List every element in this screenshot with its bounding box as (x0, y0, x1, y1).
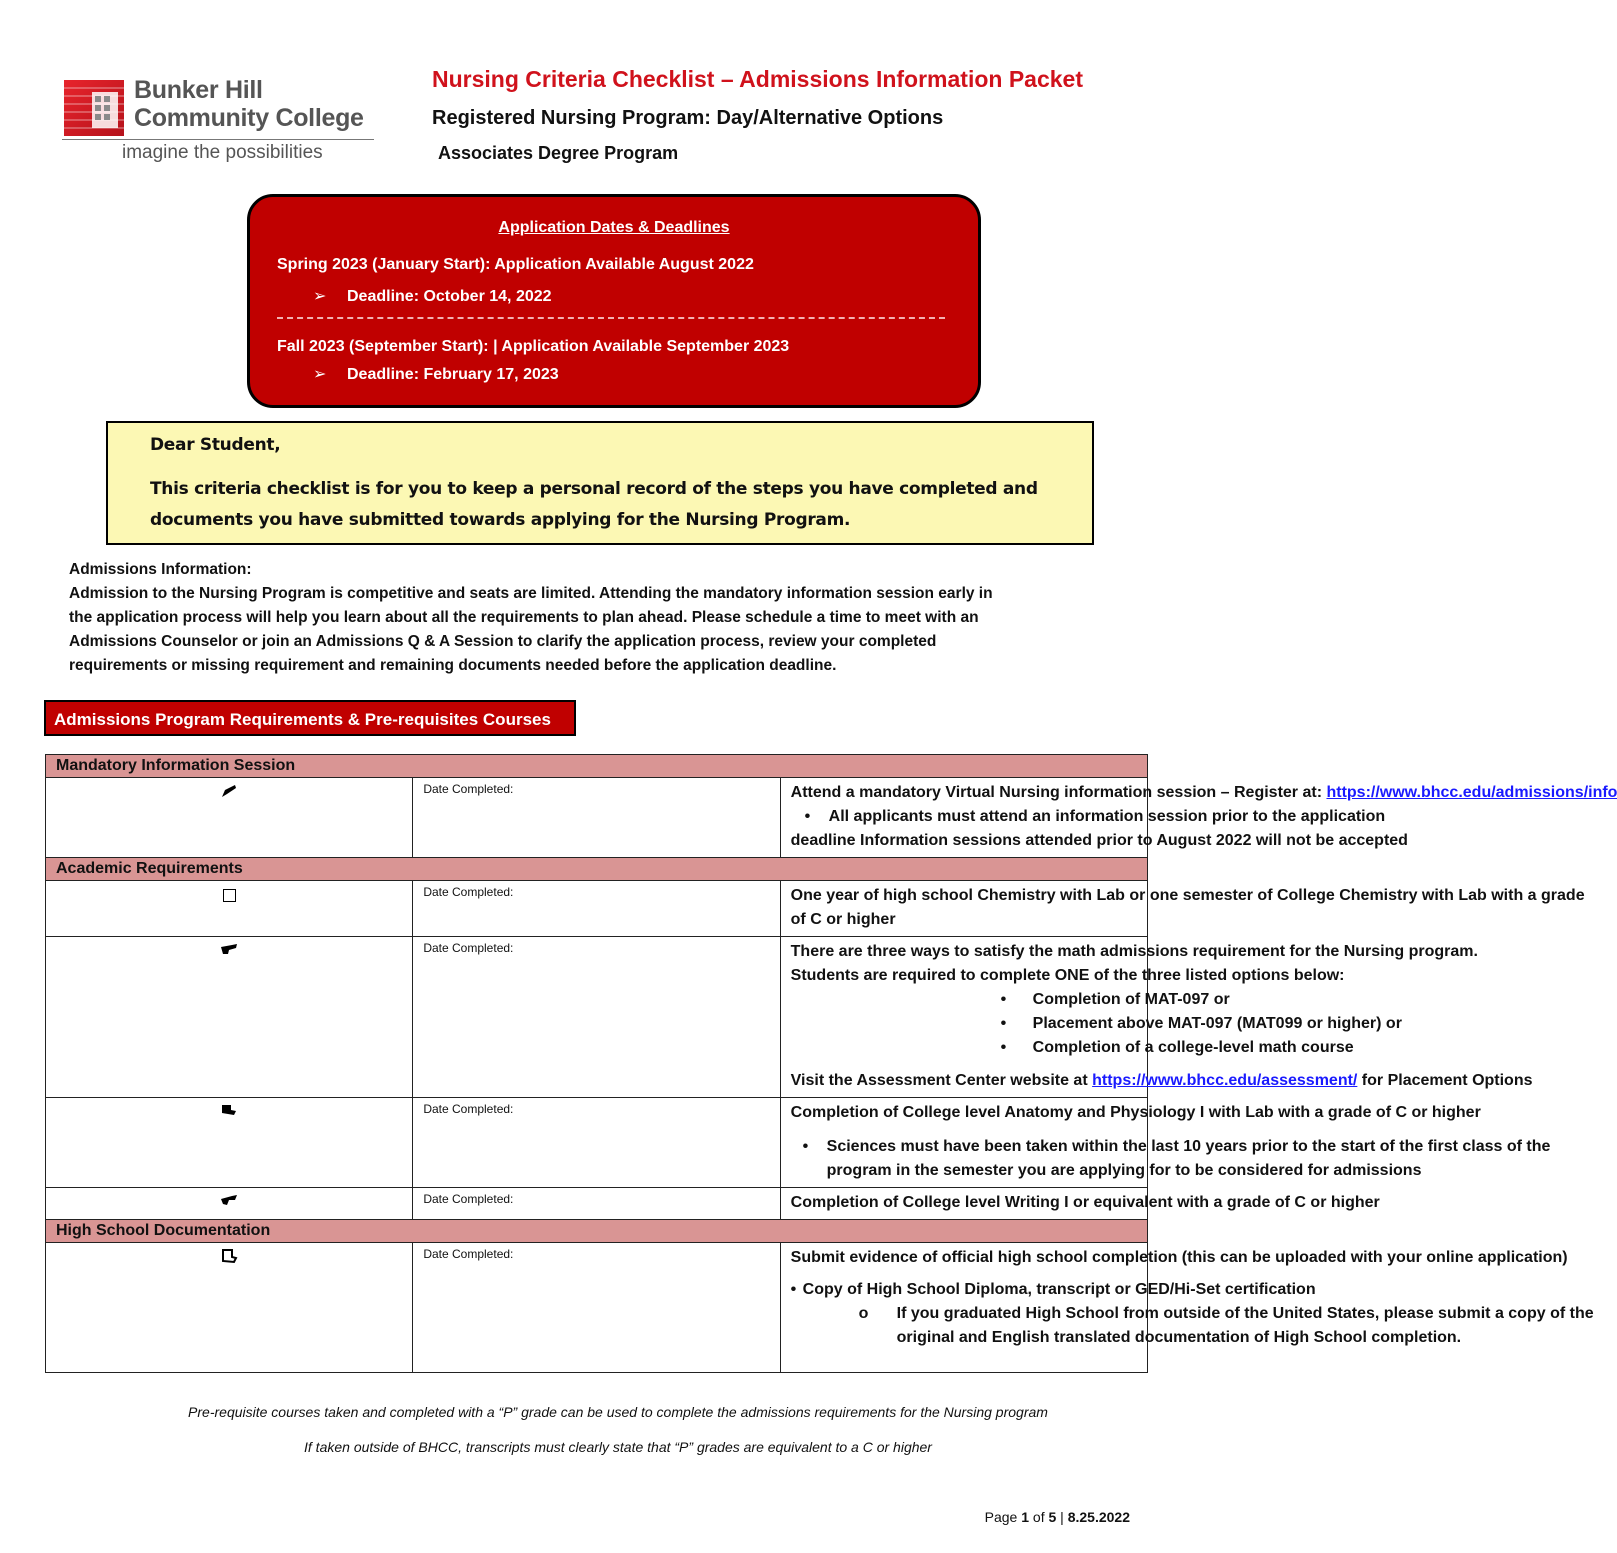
dear-greeting: Dear Student, (150, 435, 281, 455)
page-footer (985, 1509, 1130, 1525)
deadlines-divider (277, 317, 945, 319)
info-session-link[interactable]: https://www.bhcc.edu/admissions/info (1326, 784, 1617, 801)
footer-page-word: Page (984, 1509, 1018, 1525)
math-option: Completion of MAT-097 or (1032, 991, 1230, 1008)
logo-name-line1: Bunker Hill (134, 76, 263, 104)
program-subtitle: Registered Nursing Program: Day/Alternative Options (432, 107, 944, 129)
note-bhcc-transcripts: If taken outside of BHCC, transcripts must clearly state that “P” grades are equivalent to a C or higher (304, 1439, 932, 1455)
logo-divider (62, 139, 374, 140)
bullet: • (1000, 991, 1007, 1008)
footer-page-number: 1 (1021, 1509, 1030, 1525)
math-requirement (780, 937, 1533, 1098)
math-line2: Students are required to complete ONE of the three listed options below: (790, 967, 1345, 984)
anatomy-line1: Completion of College level Anatomy and Physiology I with Lab with a grade of C or higher (790, 1104, 1481, 1121)
highschool-line3: If you graduated High School from outside of the United States, please submit a copy of the (896, 1305, 1594, 1322)
requirements-section-banner: Admissions Program Requirements & Pre-requisites Courses (44, 700, 576, 736)
table-row (46, 1098, 1148, 1188)
bullet: • (1000, 1039, 1007, 1056)
spring-application-line: Spring 2023 (January Start): Application Available August 2022 (277, 256, 754, 273)
highschool-line2: Copy of High School Diploma, transcript or GED/Hi-Set certification (802, 1281, 1316, 1298)
chemistry-requirement (780, 881, 1585, 937)
bullet: • (790, 1281, 797, 1298)
info-session-text: Attend a mandatory Virtual Nursing information session – Register at: (790, 784, 1327, 801)
arrow-bullet-icon: ➢ (313, 366, 327, 383)
info-session-line3: deadline Information sessions attended prior to August 2022 will not be accepted (790, 832, 1408, 849)
math-line1: There are three ways to satisfy the math admissions requirement for the Nursing program. (790, 943, 1478, 960)
checkmark-pen-icon[interactable] (220, 1194, 238, 1206)
bullet: • (1000, 1015, 1007, 1032)
date-completed-label: Date Completed: (413, 937, 780, 1098)
date-completed-label: Date Completed: (413, 1243, 780, 1373)
checkbox-icon[interactable] (223, 889, 236, 902)
group-row (46, 755, 1148, 778)
logo-tagline: imagine the possibilities (122, 142, 323, 163)
assessment-link[interactable]: https://www.bhcc.edu/assessment/ (1092, 1072, 1358, 1089)
info-session-line2: All applicants must attend an information session prior to the application (828, 808, 1386, 825)
math-option: Placement above MAT-097 (MAT099 or higher) or (1032, 1015, 1402, 1032)
date-completed-label: Date Completed: (413, 1188, 780, 1220)
highschool-line1: Submit evidence of official high school completion (this can be uploaded with your online application) (790, 1249, 1568, 1266)
fall-deadline-text: Deadline: February 17, 2023 (347, 366, 559, 383)
checkmark-pen-icon[interactable] (221, 784, 237, 798)
bullet: • (804, 808, 811, 825)
chemistry-line1: One year of high school Chemistry with Lab or one semester of College Chemistry with Lab with a grade (790, 887, 1585, 904)
dear-line-1: This criteria checklist is for you to keep a personal record of the steps you have completed and (150, 479, 1038, 499)
footer-separator: | (1060, 1509, 1064, 1525)
assessment-visit-post: for Placement Options (1357, 1072, 1533, 1089)
dear-student-box (106, 421, 1094, 545)
footer-of-word: of (1032, 1509, 1045, 1525)
group-academic: Academic Requirements (46, 858, 1148, 881)
group-mandatory: Mandatory Information Session (46, 755, 1148, 778)
math-option: Completion of a college-level math course (1032, 1039, 1354, 1056)
anatomy-requirement (780, 1098, 1551, 1188)
spring-deadline (313, 286, 552, 306)
degree-subtitle: Associates Degree Program (438, 143, 679, 163)
highschool-requirement (780, 1243, 1594, 1373)
table-row (46, 778, 1148, 858)
logo-name-line2: Community College (134, 104, 364, 132)
dear-line-2: documents you have submitted towards applying for the Nursing Program. (150, 510, 851, 530)
date-completed-label: Date Completed: (413, 881, 780, 937)
college-logo (62, 72, 382, 172)
deadlines-box (247, 194, 981, 408)
assessment-visit-pre: Visit the Assessment Center website at (790, 1072, 1093, 1089)
date-completed-label: Date Completed: (413, 778, 780, 858)
date-completed-label: Date Completed: (413, 1098, 780, 1188)
writing-requirement (780, 1188, 1380, 1220)
table-row (46, 1188, 1148, 1220)
admissions-info-line: the application process will help you learn about all the requirements to plan ahead. Please schedule a time to meet with an (69, 609, 979, 626)
anatomy-line2: Sciences must have been taken within the last 10 years prior to the start of the first class of the (826, 1138, 1551, 1155)
checkmark-pen-icon[interactable] (220, 943, 238, 955)
admissions-info-line: Admissions Counselor or join an Admissions Q & A Session to clarify the application process, review your completed (69, 633, 937, 650)
table-row (46, 937, 1148, 1098)
group-highschool: High School Documentation (46, 1220, 1148, 1243)
note-p-grade: Pre-requisite courses taken and completed with a “P” grade can be used to complete the admissions requirements for the Nursing program (188, 1404, 1048, 1420)
admissions-info-line: Admission to the Nursing Program is competitive and seats are limited. Attending the mandatory information session early in (69, 585, 993, 602)
table-row (46, 881, 1148, 937)
fall-application-line: Fall 2023 (September Start): | Application Available September 2023 (277, 338, 790, 355)
table-row (46, 1243, 1148, 1373)
chemistry-line2: of C or higher (790, 911, 896, 928)
bullet: • (802, 1138, 809, 1155)
arrow-bullet-icon: ➢ (313, 288, 327, 305)
anatomy-line3: program in the semester you are applying for to be considered for admissions (826, 1162, 1422, 1179)
admissions-info-line: requirements or missing requirement and remaining documents needed before the application deadline. (69, 657, 837, 674)
group-row (46, 1220, 1148, 1243)
admissions-info (69, 558, 1139, 678)
deadlines-heading: Application Dates & Deadlines (498, 219, 730, 236)
fall-deadline (313, 364, 559, 384)
sub-bullet: o (858, 1305, 869, 1322)
writing-line1: Completion of College level Writing I or equivalent with a grade of C or higher (790, 1194, 1380, 1211)
footer-page-total: 5 (1048, 1509, 1057, 1525)
requirements-table (45, 754, 1617, 1373)
info-session-requirement (780, 778, 1617, 858)
checkmark-pen-icon[interactable] (221, 1104, 237, 1116)
spring-deadline-text: Deadline: October 14, 2022 (347, 288, 552, 305)
page-title: Nursing Criteria Checklist – Admissions Information Packet (432, 66, 1083, 92)
logo-mark-icon (62, 74, 128, 140)
checkmark-pen-icon[interactable] (221, 1249, 237, 1263)
highschool-line4: original and English translated documentation of High School completion. (896, 1329, 1462, 1346)
footer-date: 8.25.2022 (1067, 1509, 1130, 1525)
group-row (46, 858, 1148, 881)
admissions-info-heading: Admissions Information: (69, 561, 252, 578)
